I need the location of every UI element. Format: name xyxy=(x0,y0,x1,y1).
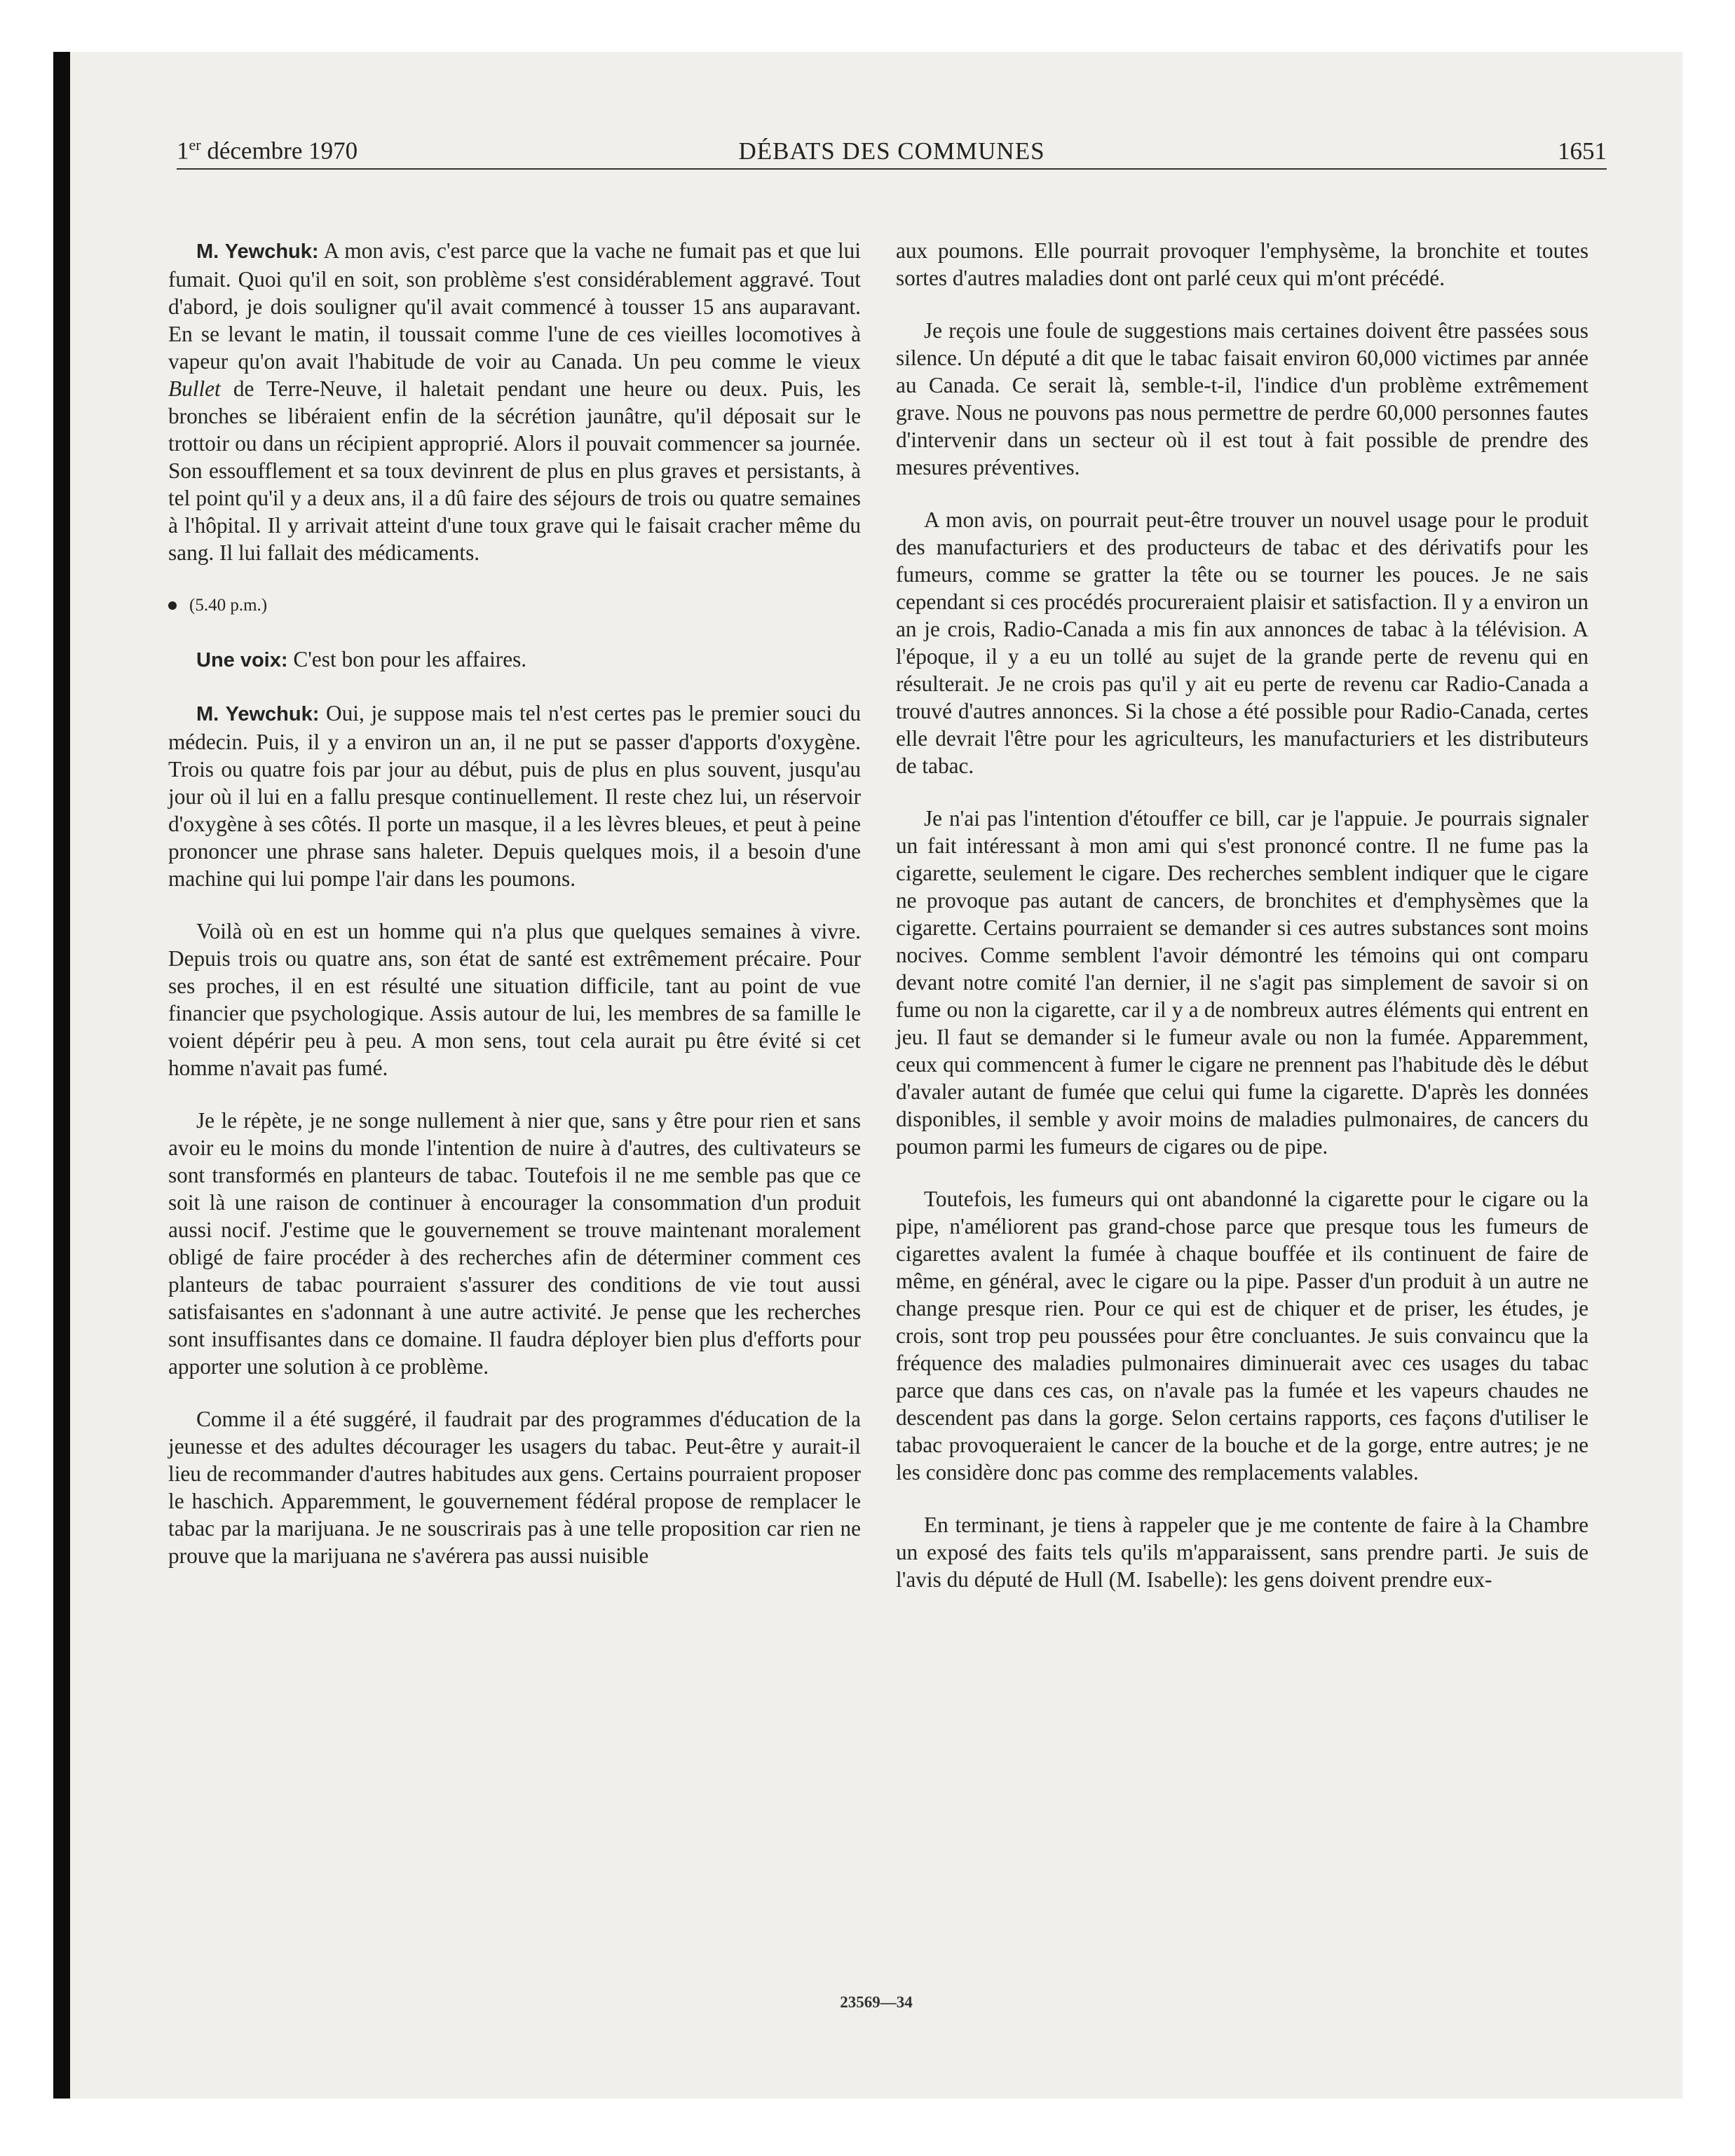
bullet-icon xyxy=(168,601,177,610)
header-title: DÉBATS DES COMMUNES xyxy=(738,137,1045,165)
speaker-name: M. Yewchuk: xyxy=(196,703,320,725)
paragraph: Une voix: C'est bon pour les affaires. xyxy=(196,647,527,671)
left-column xyxy=(168,237,861,1595)
paragraph: Je reçois une foule de suggestions mais certaines doivent être passées sous silence. Un député a dit que le tabac faisait environ 60,000 victimes par année au Canada. Ce serait là, semble-t-il, l'indice d'un problème extrêmement grave. Nous ne pouvons pas nous permettre de perdre 60,000 personnes fautes d'intervenir dans un secteur où il est tout à fait possible de prendre des mesures préventives. xyxy=(896,318,1588,479)
paragraph: Je n'ai pas l'intention d'étouffer ce bill, car je l'appuie. Je pourrais signaler un fait intéressant à mon ami qui s'est prononcé contre. Il ne fume pas la cigarette, seulement le cigare. Des recherches semblent indiquer que le cigare ne provoque pas autant de cancers, de bronchites et d'emphysèmes que la cigarette. Certains pourraient se demander si ces autres substances sont moins nocives. Comme semblent l'avoir démontré les témoins qui ont comparu devant notre comité l'an dernier, il ne s'agit pas simplement de savoir si on fume ou non la cigarette, car il y a de nombreux autres éléments qui entrent en jeu. Il faut se demander si le fumeur avale ou non la fumée. Apparemment, ceux qui commencent à fumer le cigare ne prennent pas l'habitude dès le début d'avaler autant de fumée que celui qui fume la cigarette. D'après les données disponibles, il semble y avoir moins de maladies pulmonaires, de cancers du poumon parmi les fumeurs de cigares ou de pipe. xyxy=(896,806,1588,1159)
paragraph: M. Yewchuk: Oui, je suppose mais tel n'est certes pas le premier souci du médecin. Puis, il y a environ un an, il ne put se passer d'apports d'oxygène. Trois ou quatre fois par jour au début, puis de plus en plus souvent, jusqu'au jour où il lui en a fallu presque continuellement. Il reste chez lui, un réservoir d'oxygène à ses côtés. Il porte un masque, il a les lèvres bleues, et peut à peine prononcer une phrase sans haleter. Depuis quelques mois, il a besoin d'une machine qui lui pompe l'air dans les poumons. xyxy=(168,701,861,891)
header-date: 1er décembre 1970 xyxy=(177,136,358,165)
time-marker: (5.40 p.m.) xyxy=(168,592,861,619)
paragraph: A mon avis, on pourrait peut-être trouver un nouvel usage pour le produit des manufacturiers et des producteurs de tabac et des dérivatifs pour les fumeurs, comme se gratter la tête ou se tourner les pouces. Je ne sais cependant si ces procédés procureraient plaisir et satisfaction. Il y a environ un an je crois, Radio-Canada a mis fin aux annonces de tabac à la télévision. A l'époque, il y a eu un tollé au sujet de la grande perte de revenu qui en résulterait. Je ne crois pas qu'il y ait eu perte de revenu car Radio-Canada a trouvé d'autres annonces. Si la chose a été possible pour Radio-Canada, certes elle devrait l'être pour les agriculteurs, les manufacturiers et les distributeurs de tabac. xyxy=(896,507,1588,778)
page-footer-code: 23569—34 xyxy=(840,1993,913,2011)
paragraph: Toutefois, les fumeurs qui ont abandonné la cigarette pour le cigare ou la pipe, n'améliorent pas grand-chose parce que presque tous les fumeurs de cigarettes avalent la fumée à chaque bouffée et ils continuent de faire de même, en général, avec le cigare ou la pipe. Passer d'un produit à un autre ne change presque rien. Pour ce qui est de chiquer et de priser, les études, je crois, sont trop peu poussées pour être concluantes. Je suis convaincu que la fréquence des maladies pulmonaires diminuerait avec ces usages du tabac parce que dans ces cas, on n'avale pas la fumée et les vapeurs chaudes ne descendent pas dans la gorge. Selon certains rapports, ces façons d'utiliser le tabac provoqueraient le cancer de la bouche et de la gorge, entre autres; je ne les considère donc pas comme des remplacements valables. xyxy=(896,1187,1588,1485)
paragraph: M. Yewchuk: A mon avis, c'est parce que la vache ne fumait pas et que lui fumait. Quoi qu'il en soit, son problème s'est considérablement aggravé. Tout d'abord, je dois souligner qu'il avait commencé à tousser 15 ans auparavant. En se levant le matin, il toussait comme l'une de ces vieilles locomotives à vapeur qu'on avait l'habitude de voir au Canada. Un peu comme le vieux Bullet de Terre-Neuve, il haletait pendant une heure ou deux. Puis, les bronches se libéraient enfin de la sécrétion jaunâtre, qu'il déposait sur le trottoir ou dans un récipient approprié. Alors il pouvait commencer sa journée. Son essoufflement et sa toux devinrent de plus en plus graves et persistants, à tel point qu'il y a deux ans, il a dû faire des séjours de trois ou quatre semaines à l'hôpital. Il y arrivait atteint d'une toux grave qui le faisait cracher même du sang. Il lui fallait des médicaments. xyxy=(168,238,861,565)
paragraph: Je le répète, je ne songe nullement à nier que, sans y être pour rien et sans avoir eu le moins du monde l'intention de nuire à d'autres, des cultivateurs se sont transformés en planteurs de tabac. Toutefois il ne me semble pas que ce soit là une raison de continuer à encourager la consommation d'un produit aussi nocif. J'estime que le gouvernement se trouve maintenant moralement obligé de faire procéder à des recherches afin de déterminer comment ces planteurs de tabac pourraient s'assurer des conditions de vie tout aussi satisfaisantes en s'adonnant à une autre activité. Je pense que les recherches sont insuffisantes dans ce domaine. Il faudra déployer bien plus d'efforts pour apporter une solution à ce problème. xyxy=(168,1108,861,1379)
page-header xyxy=(177,136,1607,170)
scanned-page xyxy=(53,52,1682,2099)
paragraph: Comme il a été suggéré, il faudrait par des programmes d'éducation de la jeunesse et des adultes décourager les usagers du tabac. Peut-être y aurait-il lieu de recommander d'autres habitudes aux gens. Certains pourraient proposer le haschich. Apparemment, le gouvernement fédéral propose de remplacer le tabac par la marijuana. Je ne souscrirais pas à une telle proposition car rien ne prouve que la marijuana ne s'avérera pas aussi nuisible xyxy=(168,1407,861,1568)
header-page-number: 1651 xyxy=(1558,137,1607,165)
speaker-name: M. Yewchuk: xyxy=(196,240,319,263)
speaker-name: Une voix: xyxy=(196,649,288,671)
right-column xyxy=(896,237,1588,1618)
paragraph: En terminant, je tiens à rappeler que je me contente de faire à la Chambre un exposé des faits tels qu'ils m'apparaissent, sans prendre parti. Je suis de l'avis du député de Hull (M. Isabelle): les gens doivent prendre eux- xyxy=(896,1513,1588,1592)
paragraph: Voilà où en est un homme qui n'a plus que quelques semaines à vivre. Depuis trois ou quatre ans, son état de santé est extrêmement précaire. Pour ses proches, il en est résulté une situation difficile, tant au point de vue financier que psychologique. Assis autour de lui, les membres de sa famille le voient dépérir peu à peu. A mon sens, tout cela aurait pu être évité si cet homme n'avait pas fumé. xyxy=(168,919,861,1080)
paragraph: aux poumons. Elle pourrait provoquer l'emphysème, la bronchite et toutes sortes d'autres maladies dont ont parlé ceux qui m'ont précédé. xyxy=(896,238,1588,290)
